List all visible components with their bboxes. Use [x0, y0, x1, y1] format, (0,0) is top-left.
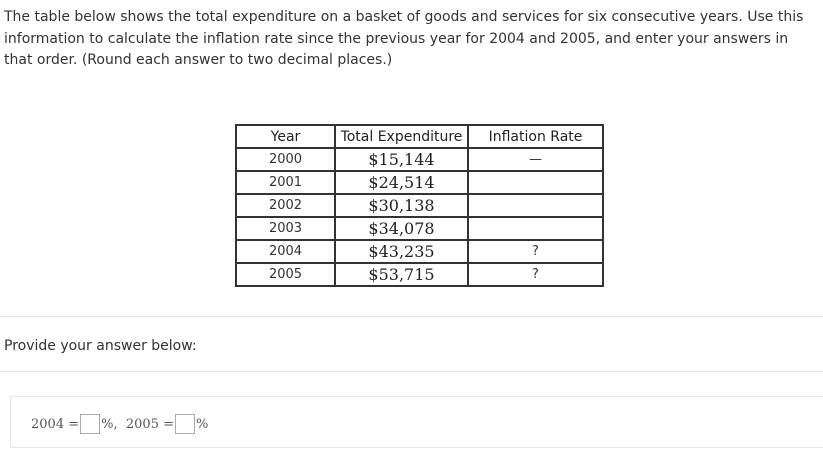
table-header-row — [236, 125, 603, 148]
inflation-rate-cell: ? — [468, 240, 603, 263]
percent-unit: % — [101, 416, 114, 432]
section-divider — [0, 371, 823, 372]
year-cell: 2003 — [236, 217, 335, 240]
inflation-rate-column-header: Inflation Rate — [468, 125, 603, 148]
inflation-rate-cell — [468, 217, 603, 240]
inflation-rate-cell — [468, 171, 603, 194]
expenditure-table — [235, 124, 604, 287]
expenditure-cell: $43,235 — [335, 240, 468, 263]
table-row — [236, 148, 603, 171]
expenditure-cell: $53,715 — [335, 263, 468, 286]
spacer — [118, 417, 126, 432]
expenditure-table-container — [235, 124, 604, 287]
table-row — [236, 171, 603, 194]
inflation-2004-input[interactable] — [80, 414, 100, 434]
expenditure-cell: $15,144 — [335, 148, 468, 171]
year-column-header: Year — [236, 125, 335, 148]
table-row — [236, 217, 603, 240]
inflation-rate-cell: ? — [468, 263, 603, 286]
label-2004: 2004 = — [31, 416, 80, 432]
year-cell: 2004 — [236, 240, 335, 263]
expenditure-column-header: Total Expenditure — [335, 125, 468, 148]
answer-line — [31, 414, 208, 434]
year-cell: 2000 — [236, 148, 335, 171]
section-divider — [0, 316, 823, 317]
inflation-2005-input[interactable] — [175, 414, 195, 434]
answer-separator: , — [113, 416, 118, 432]
table-row — [236, 263, 603, 286]
inflation-rate-cell: — — [468, 148, 603, 171]
percent-unit: % — [195, 416, 209, 432]
year-cell: 2001 — [236, 171, 335, 194]
question-text: The table below shows the total expenditure on a basket of goods and services for six consecutive years. Use this information to calculate the inflation rate since the previous year for 2004 and 2005, and enter your answers in that order. (Round each answer to two decimal places.) — [4, 9, 804, 68]
table-row — [236, 240, 603, 263]
answer-prompt: Provide your answer below: — [4, 338, 197, 354]
inflation-rate-cell — [468, 194, 603, 217]
table-row — [236, 194, 603, 217]
year-cell: 2002 — [236, 194, 335, 217]
expenditure-cell: $34,078 — [335, 217, 468, 240]
expenditure-cell: $24,514 — [335, 171, 468, 194]
answer-area — [10, 396, 823, 448]
expenditure-cell: $30,138 — [335, 194, 468, 217]
year-cell: 2005 — [236, 263, 335, 286]
label-2005: 2005 = — [125, 416, 174, 432]
